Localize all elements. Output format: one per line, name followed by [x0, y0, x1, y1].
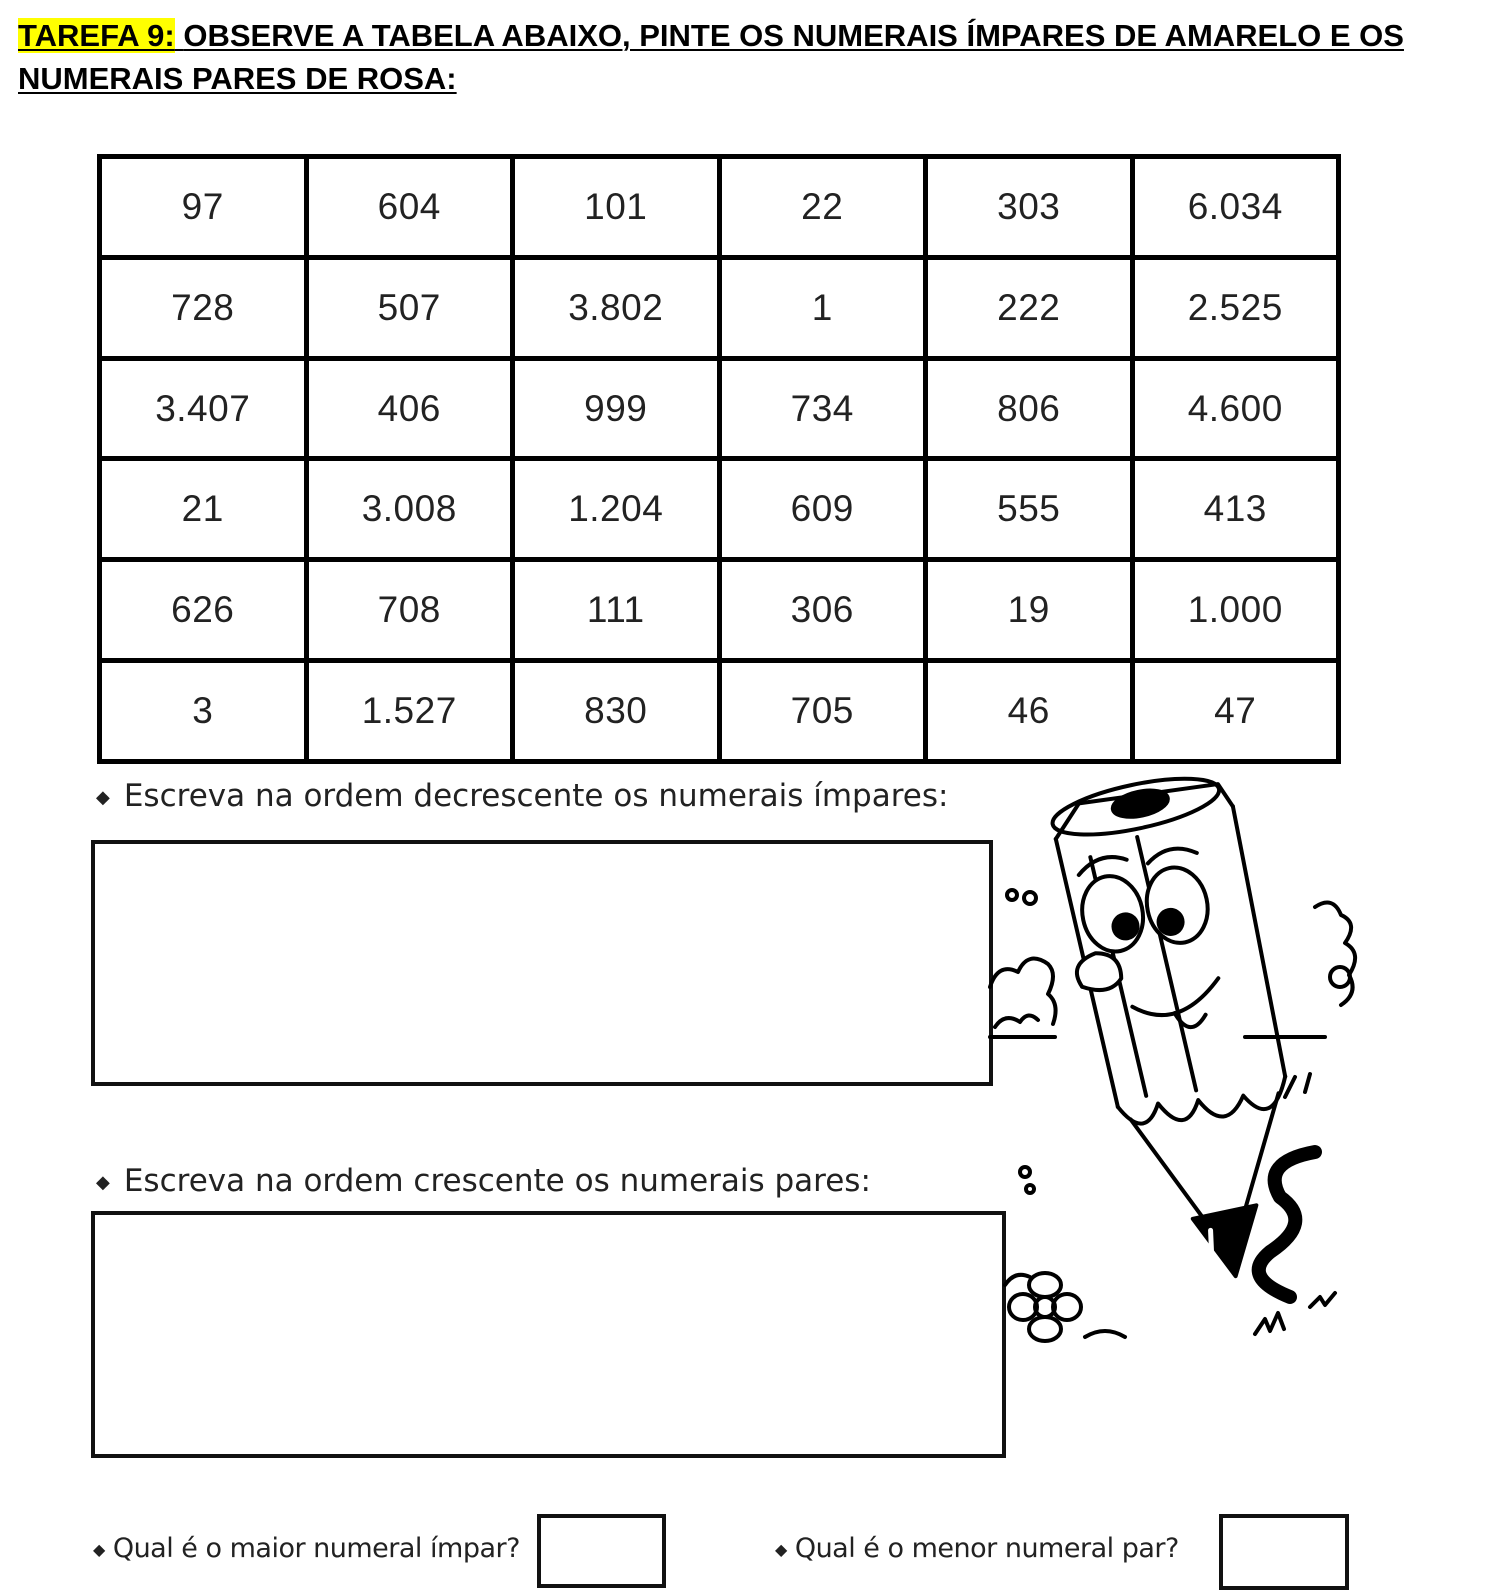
prompt-smallest-even-text: Qual é o menor numeral par? [794, 1533, 1179, 1564]
table-cell[interactable]: 3 [100, 661, 307, 762]
table-row [100, 358, 1339, 459]
diamond-bullet-icon: ◆ [96, 1172, 110, 1193]
table-cell[interactable]: 111 [513, 560, 720, 661]
table-cell[interactable]: 3.407 [100, 358, 307, 459]
diamond-bullet-icon: ◆ [96, 787, 110, 808]
table-cell[interactable]: 708 [306, 560, 513, 661]
table-cell[interactable]: 19 [926, 560, 1133, 661]
answer-box-largest-odd[interactable] [537, 1514, 666, 1588]
diamond-bullet-icon: ◆ [93, 1540, 105, 1559]
task-label: TAREFA 9: [18, 18, 175, 53]
table-cell[interactable]: 734 [719, 358, 926, 459]
table-cell[interactable]: 626 [100, 560, 307, 661]
table-cell[interactable]: 604 [306, 157, 513, 258]
table-cell[interactable]: 507 [306, 257, 513, 358]
table-cell[interactable]: 306 [719, 560, 926, 661]
table-row [100, 661, 1339, 762]
table-cell[interactable]: 303 [926, 157, 1133, 258]
table-cell[interactable]: 609 [719, 459, 926, 560]
table-cell[interactable]: 555 [926, 459, 1133, 560]
table-row [100, 157, 1339, 258]
prompt-even-ascending-text: Escreva na ordem crescente os numerais pares: [123, 1163, 871, 1199]
table-cell[interactable]: 806 [926, 358, 1133, 459]
diamond-bullet-icon: ◆ [775, 1540, 787, 1559]
table-cell[interactable]: 22 [719, 157, 926, 258]
table-cell[interactable]: 999 [513, 358, 720, 459]
task-instruction: OBSERVE A TABELA ABAIXO, PINTE OS NUMERAIS ÍMPARES DE AMARELO E OS NUMERAIS PARES DE ROSA: [18, 18, 1404, 96]
prompt-odd-descending [96, 778, 948, 814]
table-cell[interactable]: 1.527 [306, 661, 513, 762]
answer-box-even-ascending[interactable] [91, 1211, 1006, 1458]
table-row [100, 560, 1339, 661]
prompt-smallest-even [775, 1533, 1179, 1564]
table-row [100, 459, 1339, 560]
table-cell[interactable]: 46 [926, 661, 1133, 762]
table-row [100, 257, 1339, 358]
prompt-even-ascending [96, 1163, 871, 1199]
table-cell[interactable]: 3.008 [306, 459, 513, 560]
table-cell[interactable]: 728 [100, 257, 307, 358]
prompt-odd-descending-text: Escreva na ordem decrescente os numerais ímpares: [123, 778, 949, 814]
answer-box-smallest-even[interactable] [1219, 1514, 1349, 1590]
table-cell[interactable]: 830 [513, 661, 720, 762]
answer-box-odd-descending[interactable] [91, 840, 993, 1086]
table-cell[interactable]: 47 [1132, 661, 1339, 762]
smiling-pencil-icon [985, 762, 1360, 1392]
numbers-table [97, 154, 1341, 764]
table-cell[interactable]: 222 [926, 257, 1133, 358]
task-header [18, 14, 1488, 100]
table-cell[interactable]: 1.204 [513, 459, 720, 560]
table-cell[interactable]: 705 [719, 661, 926, 762]
table-cell[interactable]: 4.600 [1132, 358, 1339, 459]
table-cell[interactable]: 2.525 [1132, 257, 1339, 358]
table-cell[interactable]: 97 [100, 157, 307, 258]
table-cell[interactable]: 406 [306, 358, 513, 459]
table-cell[interactable]: 1.000 [1132, 560, 1339, 661]
table-cell[interactable]: 21 [100, 459, 307, 560]
table-cell[interactable]: 3.802 [513, 257, 720, 358]
table-cell[interactable]: 6.034 [1132, 157, 1339, 258]
prompt-largest-odd [93, 1533, 520, 1564]
table-cell[interactable]: 101 [513, 157, 720, 258]
table-cell[interactable]: 1 [719, 257, 926, 358]
table-cell[interactable]: 413 [1132, 459, 1339, 560]
prompt-largest-odd-text: Qual é o maior numeral ímpar? [112, 1533, 520, 1564]
